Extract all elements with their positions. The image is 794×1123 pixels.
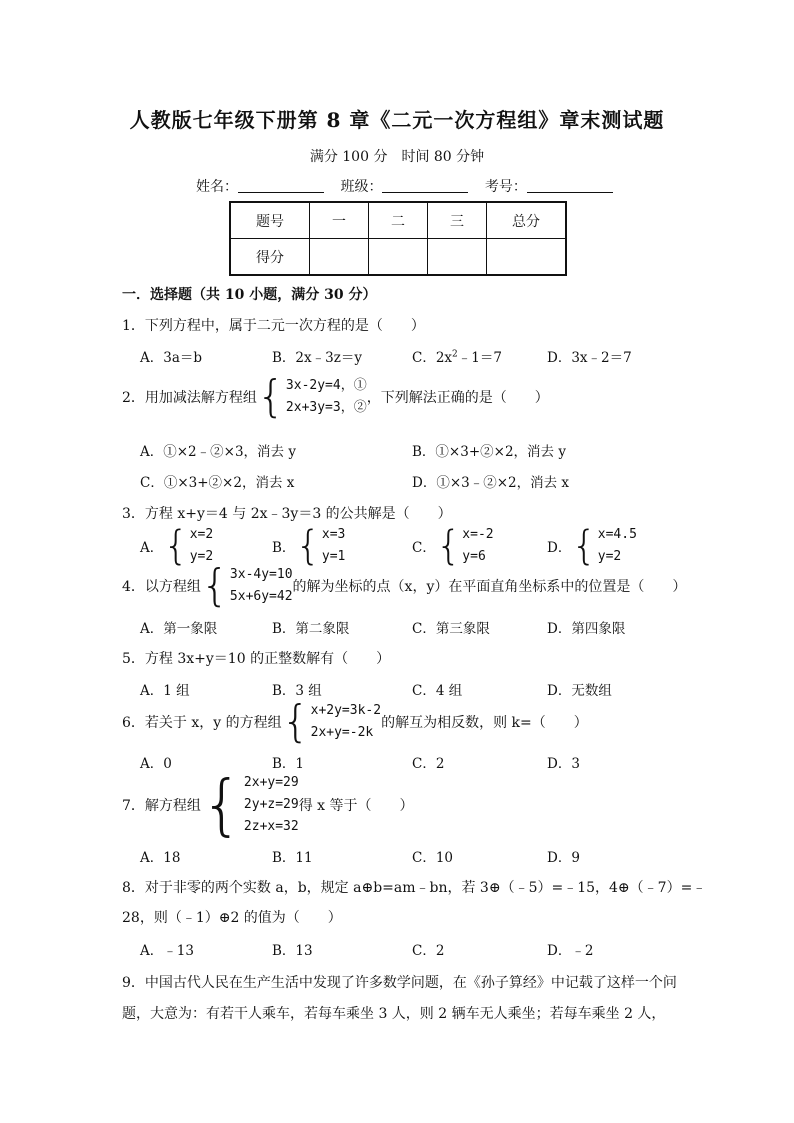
q3-b-eq1: x=3 <box>321 527 346 542</box>
question-2-stem <box>122 371 549 422</box>
question-8-stem-line-1: 8．对于非零的两个实数 a，b，规定 a⊕b=am﹣bn，若 3⊕（﹣5）=﹣15，4⊕（﹣7）=﹣ <box>122 880 707 896</box>
score-cell: 题号 <box>230 202 310 239</box>
brace-icon: { <box>435 523 462 569</box>
q4-equation-2: 5x+6y=42 <box>229 589 293 604</box>
name-blank[interactable] <box>238 178 324 193</box>
q6-prefix: 6．若关于 x，y 的方程组 <box>122 715 282 731</box>
q8-option-b[interactable]: B．13 <box>272 943 313 959</box>
q3-d-eq2: y=2 <box>597 549 622 564</box>
q4-option-b[interactable]: B．第二象限 <box>272 621 350 637</box>
q6-option-a[interactable]: A．0 <box>140 756 172 772</box>
brace-icon: { <box>256 371 285 422</box>
q2-option-a[interactable]: A．①×2﹣②×3，消去 y <box>140 444 296 460</box>
name-label: 姓名： <box>196 179 238 195</box>
q7-equation-1: 2x+y=29 <box>243 775 299 790</box>
q7-prefix: 7．解方程组 <box>122 798 201 814</box>
q7-option-d[interactable]: D．9 <box>547 850 580 866</box>
brace-icon: { <box>571 523 597 569</box>
score-row-label: 得分 <box>230 239 310 276</box>
question-9-stem-line-2: 题，大意为：有若干人乘车，若每车乘坐 3 人，则 2 辆车无人乘坐；若每车乘坐 2 人， <box>122 1006 666 1022</box>
q8-option-c[interactable]: C．2 <box>412 943 445 959</box>
score-input-cell[interactable] <box>428 239 487 276</box>
exam-title: 人教版七年级下册第 8 章《二元一次方程组》章末测试题 <box>129 108 665 132</box>
q3-d-eq1: x=4.5 <box>597 527 637 542</box>
q3-a-eq1: x=2 <box>189 527 214 542</box>
q3-c-eq1: x=-2 <box>462 527 494 542</box>
q1-option-c-text: C．2x <box>412 350 453 366</box>
q6-option-b[interactable]: B．1 <box>272 756 305 772</box>
score-table <box>229 201 567 276</box>
score-cell: 三 <box>428 202 487 239</box>
q7-option-b[interactable]: B．11 <box>272 850 313 866</box>
q7-option-a[interactable]: A．18 <box>140 850 181 866</box>
q1-option-a[interactable]: A．3a＝b <box>140 350 203 366</box>
brace-icon: { <box>200 560 229 611</box>
q3-option-b-system <box>295 524 345 568</box>
q3-option-d[interactable] <box>547 524 637 568</box>
exam-subtitle: 满分 100 分 时间 80 分钟 <box>309 149 485 165</box>
q1-option-c-exponent: 2 <box>452 349 458 360</box>
section-heading: 一．选择题（共 10 小题，满分 30 分） <box>122 287 377 303</box>
question-6-stem <box>122 696 588 747</box>
q3-b-eq2: y=1 <box>321 549 346 564</box>
q1-option-d[interactable]: D．3x﹣2＝7 <box>547 350 632 366</box>
q5-option-a[interactable]: A．1 组 <box>140 683 190 699</box>
q2-equation-system <box>256 371 367 422</box>
question-3-stem: 3．方程 x+y＝4 与 2x﹣3y＝3 的公共解是（ ） <box>122 506 452 522</box>
score-cell: 总分 <box>487 202 567 239</box>
q3-option-b-label: B． <box>272 540 296 556</box>
question-9-stem-line-1: 9．中国古代人民在生产生活中发现了许多数学问题，在《孙子算经》中记载了这样一个问 <box>122 975 677 991</box>
class-blank[interactable] <box>382 178 468 193</box>
q4-suffix: 的解为坐标的点（x，y）在平面直角坐标系中的位置是（ ） <box>292 579 687 595</box>
q3-option-d-system <box>571 524 637 568</box>
q3-option-c-label: C． <box>412 540 436 556</box>
q1-option-b[interactable]: B．2x﹣3z＝y <box>272 350 362 366</box>
question-7-stem <box>122 766 414 843</box>
score-cell: 一 <box>310 202 369 239</box>
score-input-cell[interactable] <box>310 239 369 276</box>
q6-equation-1: x+2y=3k-2 <box>310 703 382 718</box>
q3-option-c-system <box>436 524 494 568</box>
question-5-stem: 5．方程 3x+y＝10 的正整数解有（ ） <box>122 651 391 667</box>
q8-option-a[interactable]: A．﹣13 <box>140 943 194 959</box>
exam-no-blank[interactable] <box>527 178 613 193</box>
q2-prefix: 2．用加减法解方程组 <box>122 390 257 406</box>
q4-equation-1: 3x-4y=10 <box>229 567 293 582</box>
score-table-header-row <box>230 202 566 239</box>
q1-option-c[interactable] <box>412 346 502 366</box>
q7-equation-2: 2y+z=29 <box>243 797 299 812</box>
brace-icon: { <box>281 696 310 747</box>
q4-prefix: 4．以方程组 <box>122 579 201 595</box>
q7-equation-3: 2z+x=32 <box>243 819 299 834</box>
question-1-stem: 1．下列方程中，属于二元一次方程的是（ ） <box>122 318 425 334</box>
q4-option-c[interactable]: C．第三象限 <box>412 621 490 637</box>
q5-option-d[interactable]: D．无数组 <box>547 683 612 699</box>
question-8-stem-line-2: 28，则（﹣1）⊕2 的值为（ ） <box>122 910 342 926</box>
q7-equation-system <box>200 766 299 843</box>
q3-option-a-label: A． <box>140 540 164 556</box>
score-cell: 二 <box>369 202 428 239</box>
q2-equation-1: 3x-2y=4，① <box>285 378 367 393</box>
q7-suffix: 得 x 等于（ ） <box>298 798 414 814</box>
q1-option-c-rest: ﹣1＝7 <box>457 350 502 366</box>
q5-option-b[interactable]: B．3 组 <box>272 683 322 699</box>
q3-a-eq2: y=2 <box>189 549 214 564</box>
student-info-line <box>196 176 625 196</box>
q6-suffix: 的解互为相反数，则 k=（ ） <box>381 715 588 731</box>
q3-option-c[interactable] <box>412 524 494 568</box>
brace-icon: { <box>295 523 321 569</box>
q4-option-a[interactable]: A．第一象限 <box>140 621 218 637</box>
q7-option-c[interactable]: C．10 <box>412 850 454 866</box>
q3-option-b[interactable] <box>272 524 345 568</box>
q2-equation-2: 2x+3y=3，② <box>285 400 367 415</box>
class-label: 班级： <box>340 179 383 195</box>
q6-equation-2: 2x+y=-2k <box>310 725 374 740</box>
q4-option-d[interactable]: D．第四象限 <box>547 621 626 637</box>
score-input-cell[interactable] <box>487 239 567 276</box>
q6-option-d[interactable]: D．3 <box>547 756 580 772</box>
q8-option-d[interactable]: D．﹣2 <box>547 943 594 959</box>
q5-option-c[interactable]: C．4 组 <box>412 683 463 699</box>
brace-icon: { <box>163 523 189 569</box>
exam-no-label: 考号： <box>484 179 527 195</box>
brace-icon: { <box>200 766 243 843</box>
score-table-score-row <box>230 239 566 276</box>
q2-option-b[interactable]: B．①×3+②×2，消去 y <box>412 444 566 460</box>
question-4-stem <box>122 560 687 611</box>
score-input-cell[interactable] <box>369 239 428 276</box>
q2-option-d[interactable]: D．①×3﹣②×2，消去 x <box>412 475 570 491</box>
q6-equation-system <box>281 696 382 747</box>
q3-option-d-label: D． <box>547 540 572 556</box>
q2-option-c[interactable]: C．①×3+②×2，消去 x <box>140 475 295 491</box>
q6-option-c[interactable]: C．2 <box>412 756 445 772</box>
q4-equation-system <box>200 560 293 611</box>
q3-c-eq2: y=6 <box>462 549 486 564</box>
q2-suffix: ，下列解法正确的是（ ） <box>366 390 549 406</box>
